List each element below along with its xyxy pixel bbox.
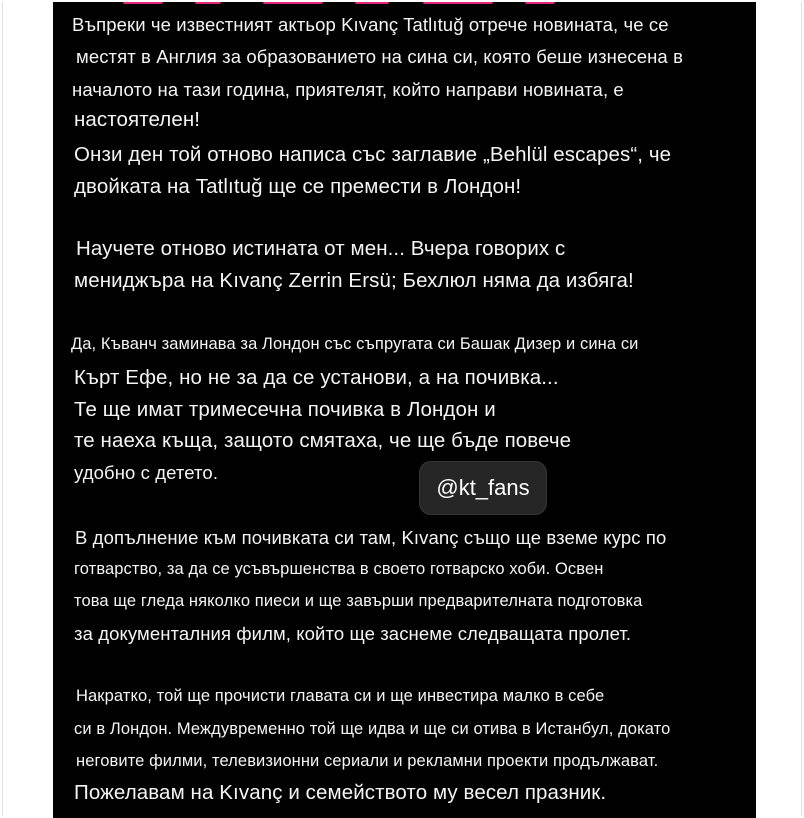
text-line: това ще гледа няколко пиеси и ще завърши предварителната подготовка — [74, 592, 643, 610]
post-frame — [2, 2, 802, 816]
text-line: местят в Англия за образованието на сина си, която беше изнесена в — [76, 46, 683, 67]
text-line: Накратко, той ще прочисти главата си и ще инвестира малко в себе — [76, 687, 605, 705]
text-line: за документалния филм, който ще заснеме следващата пролет. — [74, 623, 632, 644]
text-line: Онзи ден той отново написа със заглавие „Behlül escapes“, че — [74, 143, 672, 166]
top-accent-strip — [123, 2, 573, 6]
text-line: неговите филми, телевизионни сериали и рекламни проекти продължават. — [76, 752, 659, 770]
post-text-image[interactable] — [53, 2, 756, 818]
text-line: настоятелен! — [74, 108, 201, 131]
text-line: удобно с детето. — [74, 462, 219, 483]
text-line: Да, Къванч заминава за Лондон със съпругата си Башак Дизер и сина си — [71, 335, 639, 353]
text-line: те наеха къща, защото смятаха, че ще бъде повече — [74, 429, 572, 452]
text-line: Въпреки че известният актьор Kıvanç Tatlıtuğ отрече новината, че се — [72, 14, 669, 35]
text-line: готварство, за да се усъвършенства в своето готварско хоби. Освен — [74, 560, 604, 578]
text-line: двойката на Tatlıtuğ ще се премести в Лондон! — [74, 175, 522, 198]
text-line: В допълнение към почивката си там, Kıvanç също ще вземе курс по — [75, 527, 667, 548]
watermark-text: @kt_fans — [436, 475, 530, 500]
text-line: началото на тази година, приятелят, който направи новината, е — [72, 79, 624, 100]
text-line: си в Лондон. Междувременно той ще идва и ще си отива в Истанбул, докато — [74, 720, 671, 738]
watermark-badge — [419, 461, 547, 515]
text-line: Те ще имат тримесечна почивка в Лондон и — [74, 398, 496, 421]
text-line: Пожелавам на Kıvanç и семейството му весел празник. — [74, 781, 607, 804]
text-line: Научете отново истината от мен... Вчера говорих с — [76, 237, 566, 260]
text-line: Кърт Ефе, но не за да се установи, а на почивка... — [74, 366, 559, 389]
text-line: мениджъра на Kıvanç Zerrin Ersü; Бехлюл няма да избяга! — [74, 269, 634, 292]
